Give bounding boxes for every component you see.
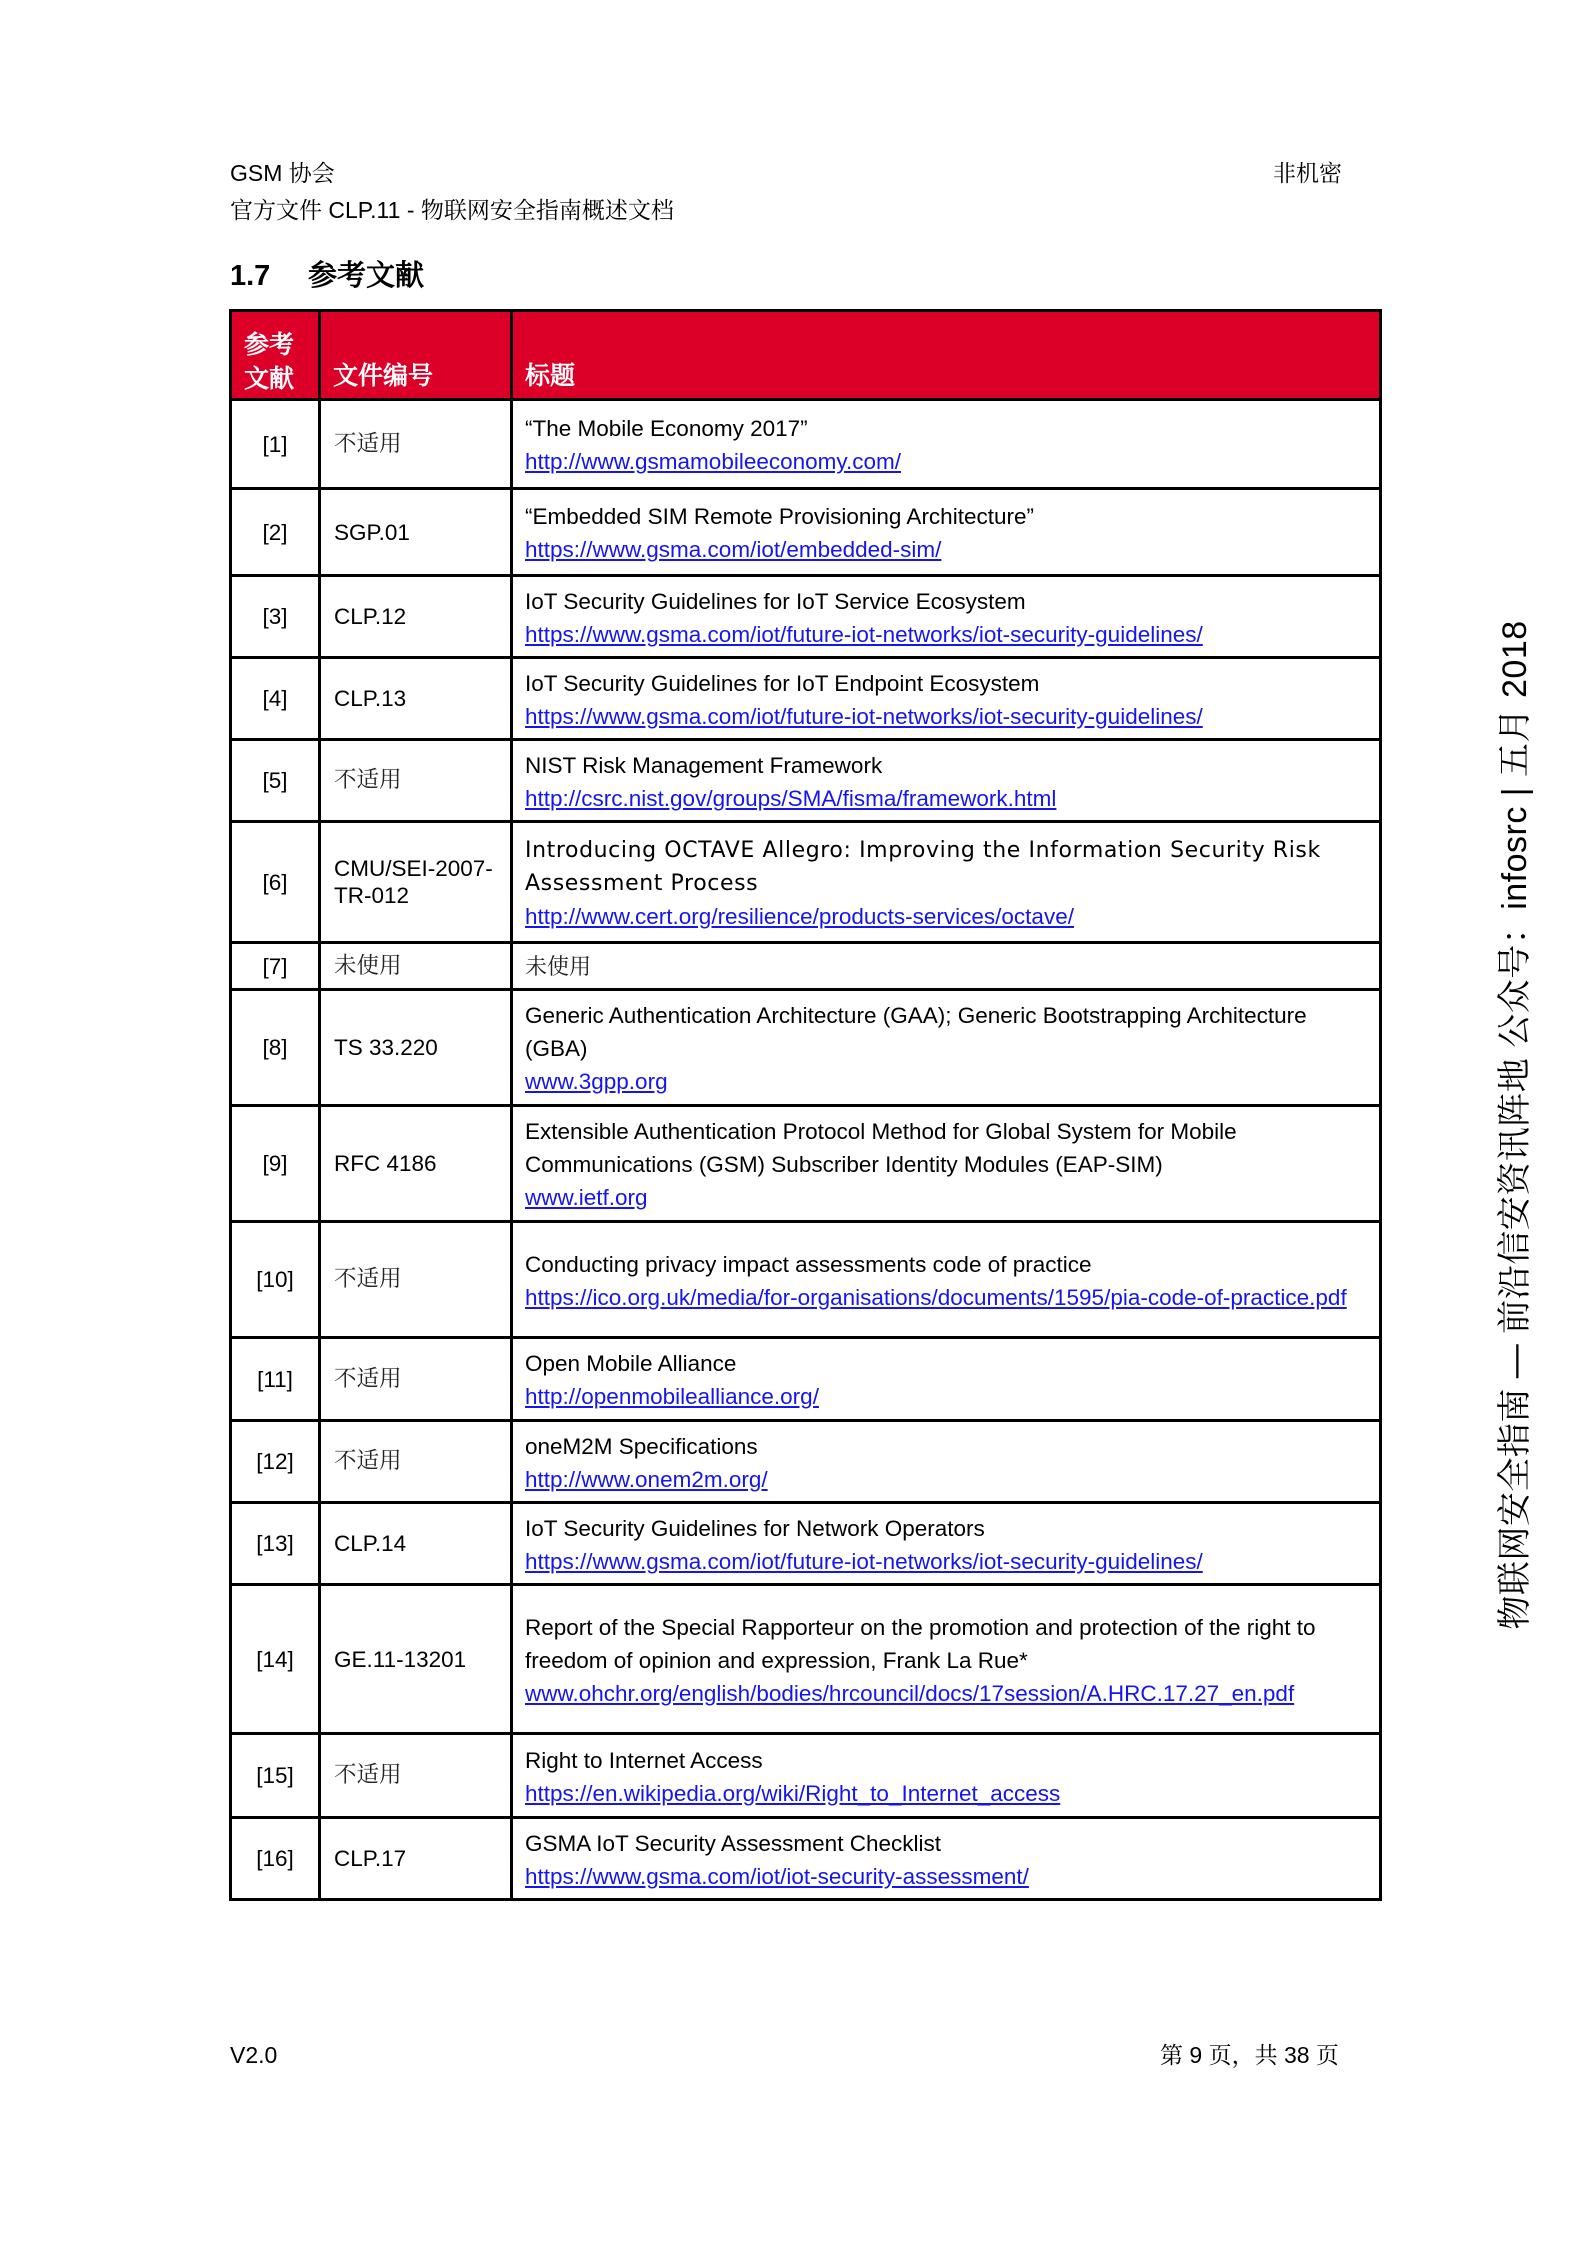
doc-number: 不适用: [320, 1734, 512, 1818]
doc-number: TS 33.220: [320, 990, 512, 1106]
ref-title-cell: [512, 1585, 1381, 1734]
doc-number: CMU/SEI-2007-TR-012: [320, 822, 512, 943]
ref-number: [15]: [231, 1734, 320, 1818]
ref-title: Generic Authentication Architecture (GAA); Generic Bootstrapping Architecture (GBA): [525, 1003, 1307, 1061]
ref-title: oneM2M Specifications: [525, 1433, 758, 1459]
doc-number: 不适用: [320, 1222, 512, 1338]
table-row: [231, 1734, 1381, 1818]
section-title: 参考文献: [308, 260, 425, 292]
header-org: GSM 协会: [230, 160, 335, 186]
table-row: [231, 990, 1381, 1106]
ref-title: GSMA IoT Security Assessment Checklist: [525, 1830, 941, 1856]
table-row: [231, 1222, 1381, 1338]
column-header-title: 标题: [512, 311, 1381, 400]
ref-number: [5]: [231, 740, 320, 822]
ref-link[interactable]: http://csrc.nist.gov/groups/SMA/fisma/framework.html: [525, 785, 1057, 811]
doc-number: RFC 4186: [320, 1106, 512, 1222]
ref-link[interactable]: http://www.cert.org/resilience/products-services/octave/: [525, 903, 1074, 929]
ref-link[interactable]: www.ietf.org: [525, 1185, 648, 1210]
ref-number: [6]: [231, 822, 320, 943]
table-row: [231, 740, 1381, 822]
ref-title-cell: [512, 1421, 1381, 1503]
table-row: [231, 489, 1381, 576]
ref-title: 未使用: [525, 954, 592, 980]
table-header-row: [231, 311, 1381, 400]
table-row: [231, 576, 1381, 658]
ref-link[interactable]: https://en.wikipedia.org/wiki/Right_to_Internet_access: [525, 1780, 1061, 1806]
table-row: [231, 658, 1381, 740]
doc-number: CLP.17: [320, 1818, 512, 1900]
doc-number: GE.11-13201: [320, 1585, 512, 1734]
ref-link[interactable]: https://www.gsma.com/iot/future-iot-networks/iot-security-guidelines/: [525, 703, 1203, 729]
doc-number: CLP.12: [320, 576, 512, 658]
doc-number: SGP.01: [320, 489, 512, 576]
ref-title-cell: [512, 1338, 1381, 1421]
ref-number: [12]: [231, 1421, 320, 1503]
ref-number: [13]: [231, 1503, 320, 1585]
ref-link[interactable]: https://www.gsma.com/iot/embedded-sim/: [525, 537, 942, 562]
table-row: [231, 1106, 1381, 1222]
ref-link[interactable]: https://www.gsma.com/iot/future-iot-networks/iot-security-guidelines/: [525, 621, 1203, 647]
doc-number: 未使用: [320, 943, 512, 990]
table-row: [231, 1818, 1381, 1900]
doc-number: CLP.13: [320, 658, 512, 740]
ref-link[interactable]: https://www.gsma.com/iot/iot-security-assessment/: [525, 1863, 1029, 1889]
ref-title-cell: [512, 1222, 1381, 1338]
ref-title-cell: [512, 576, 1381, 658]
ref-title-cell: [512, 740, 1381, 822]
ref-link[interactable]: https://www.gsma.com/iot/future-iot-networks/iot-security-guidelines/: [525, 1548, 1203, 1574]
ref-number: [14]: [231, 1585, 320, 1734]
ref-title-cell: [512, 1818, 1381, 1900]
table-row: [231, 822, 1381, 943]
ref-number: [9]: [231, 1106, 320, 1222]
header-classification: 非机密: [1273, 160, 1342, 186]
ref-title-cell: [512, 990, 1381, 1106]
doc-number: 不适用: [320, 1421, 512, 1503]
ref-number: [10]: [231, 1222, 320, 1338]
ref-number: [2]: [231, 489, 320, 576]
ref-title: IoT Security Guidelines for IoT Endpoint Ecosystem: [525, 670, 1040, 696]
ref-number: [16]: [231, 1818, 320, 1900]
ref-link[interactable]: http://openmobilealliance.org/: [525, 1384, 819, 1409]
table-row: [231, 400, 1381, 489]
ref-title-cell: [512, 1503, 1381, 1585]
ref-link[interactable]: www.3gpp.org: [525, 1069, 668, 1094]
ref-title: “Embedded SIM Remote Provisioning Architecture”: [525, 504, 1034, 529]
ref-title-cell: [512, 943, 1381, 990]
footer-version: V2.0: [230, 2042, 278, 2068]
ref-title: NIST Risk Management Framework: [525, 752, 883, 778]
ref-link[interactable]: http://www.gsmamobileeconomy.com/: [525, 449, 901, 474]
doc-number: 不适用: [320, 400, 512, 489]
ref-title-cell: [512, 822, 1381, 943]
side-banner: 物联网安全指南 — 前沿信安资讯阵地 公众号：infosrc | 五月 2018: [1496, 620, 1534, 1630]
table-row: [231, 1338, 1381, 1421]
ref-title-cell: [512, 400, 1381, 489]
table-row: [231, 1503, 1381, 1585]
ref-number: [1]: [231, 400, 320, 489]
footer-page-number: 第 9 页，共 38 页: [1160, 2042, 1339, 2068]
ref-title: Conducting privacy impact assessments code of practice: [525, 1251, 1092, 1277]
ref-title: Report of the Special Rapporteur on the promotion and protection of the right to freedom of opinion and expression, Frank La Rue*: [525, 1614, 1316, 1673]
ref-number: [8]: [231, 990, 320, 1106]
ref-title: Extensible Authentication Protocol Method for Global System for Mobile Communications (GSM) Subscriber Identity Modules (EAP-SIM): [525, 1119, 1237, 1177]
doc-number: 不适用: [320, 740, 512, 822]
ref-link[interactable]: www.ohchr.org/english/bodies/hrcouncil/docs/17session/A.HRC.17.27_en.pdf: [525, 1680, 1295, 1706]
ref-number: [7]: [231, 943, 320, 990]
ref-title: IoT Security Guidelines for IoT Service Ecosystem: [525, 588, 1026, 614]
ref-number: [3]: [231, 576, 320, 658]
column-header-doc-number: 文件编号: [320, 311, 512, 400]
ref-title-cell: [512, 658, 1381, 740]
ref-number: [4]: [231, 658, 320, 740]
table-row: [231, 943, 1381, 990]
ref-title-cell: [512, 1106, 1381, 1222]
references-table: [229, 309, 1382, 1901]
ref-title: Right to Internet Access: [525, 1747, 763, 1773]
ref-title: IoT Security Guidelines for Network Operators: [525, 1515, 985, 1541]
section-heading: [230, 258, 424, 294]
ref-title-cell: [512, 489, 1381, 576]
ref-title: Open Mobile Alliance: [525, 1351, 737, 1376]
header-doc-title: 官方文件 CLP.11 - 物联网安全指南概述文档: [230, 197, 674, 223]
table-row: [231, 1421, 1381, 1503]
ref-number: [11]: [231, 1338, 320, 1421]
doc-number: 不适用: [320, 1338, 512, 1421]
table-row: [231, 1585, 1381, 1734]
ref-title: “The Mobile Economy 2017”: [525, 416, 808, 441]
ref-link[interactable]: https://ico.org.uk/media/for-organisations/documents/1595/pia-code-of-practice.pdf: [525, 1284, 1347, 1310]
column-header-ref: 参考文献: [231, 311, 320, 400]
section-number: 1.7: [230, 260, 271, 292]
doc-number: CLP.14: [320, 1503, 512, 1585]
ref-title-cell: [512, 1734, 1381, 1818]
ref-title: Introducing OCTAVE Allegro: Improving the Information Security Risk Assessment Process: [525, 837, 1321, 896]
ref-link[interactable]: http://www.onem2m.org/: [525, 1466, 768, 1492]
